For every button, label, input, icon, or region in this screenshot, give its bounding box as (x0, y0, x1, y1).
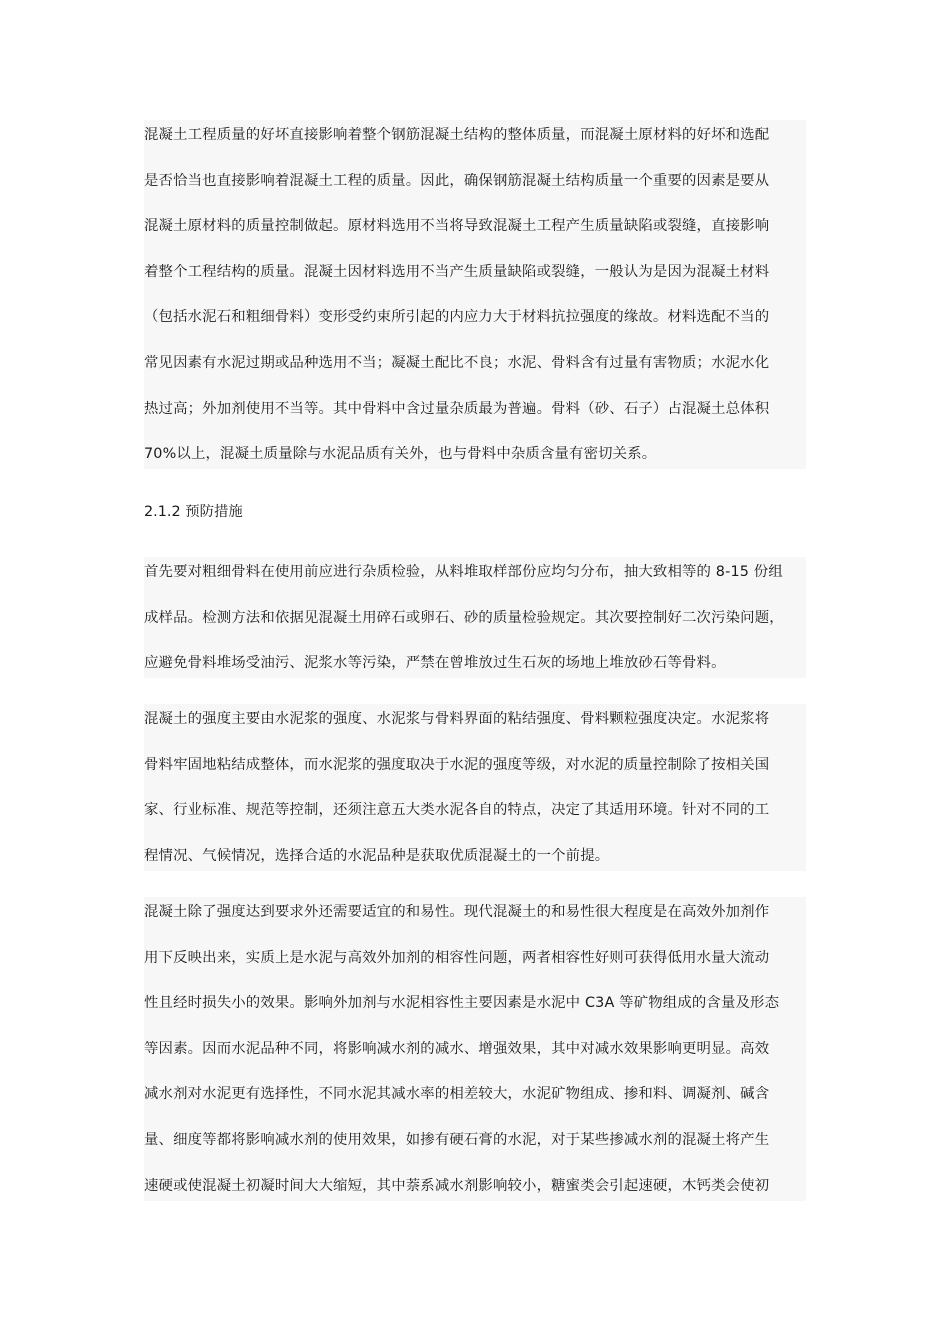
text-line: 混凝土工程质量的好坏直接影响着整个钢筋混凝土结构的整体质量，而混凝土原材料的好坏和选配 (144, 127, 770, 143)
text-line: 性且经时损失小的效果。影响外加剂与水泥相容性主要因素是水泥中 C3A 等矿物组成的含量及形态 (144, 995, 780, 1012)
text-line: 程情况、气候情况，选择合适的水泥品种是获取优质混凝土的一个前提。 (144, 847, 610, 864)
text-line: 应避免骨料堆场受油污、泥浆水等污染，严禁在曾堆放过生石灰的场地上堆放砂石等骨料。 (144, 655, 726, 672)
section-heading: 2.1.2 预防措施 (144, 504, 243, 520)
text-line: 混凝土除了强度达到要求外还需要适宜的和易性。现代混凝土的和易性很大程度是在高效外加剂作 (144, 904, 770, 920)
text-line: 等因素。因而水泥品种不同，将影响减水剂的减水、增强效果，其中对减水效果影响更明显。高效 (144, 1040, 770, 1057)
text-line: 骨料牢固地粘结成整体，而水泥浆的强度取决于水泥的强度等级，对水泥的质量控制除了按相关国 (144, 756, 770, 773)
text-line: 混凝土原材料的质量控制做起。原材料选用不当将导致混凝土工程产生质量缺陷或裂缝，直接影响 (144, 218, 770, 235)
paragraph-raw-materials (144, 120, 806, 469)
text-line: 用下反映出来，实质上是水泥与高效外加剂的相容性问题，两者相容性好则可获得低用水量大流动 (144, 949, 770, 966)
text-line: （包括水泥石和粗细骨料）变形受约束所引起的内应力大于材料抗拉强度的缘故。材料选配不当的 (144, 309, 770, 326)
text-line: 常见因素有水泥过期或品种选用不当；凝凝土配比不良；水泥、骨料含有过量有害物质；水泥水化 (144, 354, 770, 371)
paragraph-aggregate-inspection (144, 557, 806, 678)
text-line: 速硬或使混凝土初凝时间大大缩短，其中萘系减水剂影响较小，糖蜜类会引起速硬，木钙类会使初 (144, 1177, 770, 1194)
text-line: 家、行业标准、规范等控制，还须注意五大类水泥各自的特点，决定了其适用环境。针对不同的工 (144, 802, 770, 819)
text-line: 70%以上，混凝土质量除与水泥品质有关外，也与骨料中杂质含量有密切关系。 (144, 446, 657, 463)
text-line: 成样品。检测方法和依据见混凝土用碎石或卵石、砂的质量检验规定。其次要控制好二次污染问题， (144, 609, 784, 626)
text-line: 热过高；外加剂使用不当等。其中骨料中含过量杂质最为普遍。骨料（砂、石子）占混凝土总体积 (144, 400, 770, 417)
text-line: 首先要对粗细骨料在使用前应进行杂质检验，从料堆取样部份应均匀分布，抽大致相等的 8-15 份组 (144, 564, 783, 580)
text-line: 量、细度等都将影响减水剂的使用效果，如掺有硬石膏的水泥，对于某些掺减水剂的混凝土将产生 (144, 1131, 770, 1148)
text-line: 着整个工程结构的质量。混凝土因材料选用不当产生质量缺陷或裂缝，一般认为是因为混凝土材料 (144, 263, 770, 280)
text-line: 减水剂对水泥更有选择性，不同水泥其减水率的相差较大，水泥矿物组成、掺和料、调凝剂、碱含 (144, 1086, 770, 1103)
paragraph-cement-strength (144, 704, 806, 871)
paragraph-workability (144, 897, 806, 1201)
text-line: 混凝土的强度主要由水泥浆的强度、水泥浆与骨料界面的粘结强度、骨料颗粒强度决定。水泥浆将 (144, 711, 770, 727)
text-line: 是否恰当也直接影响着混凝土工程的质量。因此，确保钢筋混凝土结构质量一个重要的因素是要从 (144, 172, 770, 189)
